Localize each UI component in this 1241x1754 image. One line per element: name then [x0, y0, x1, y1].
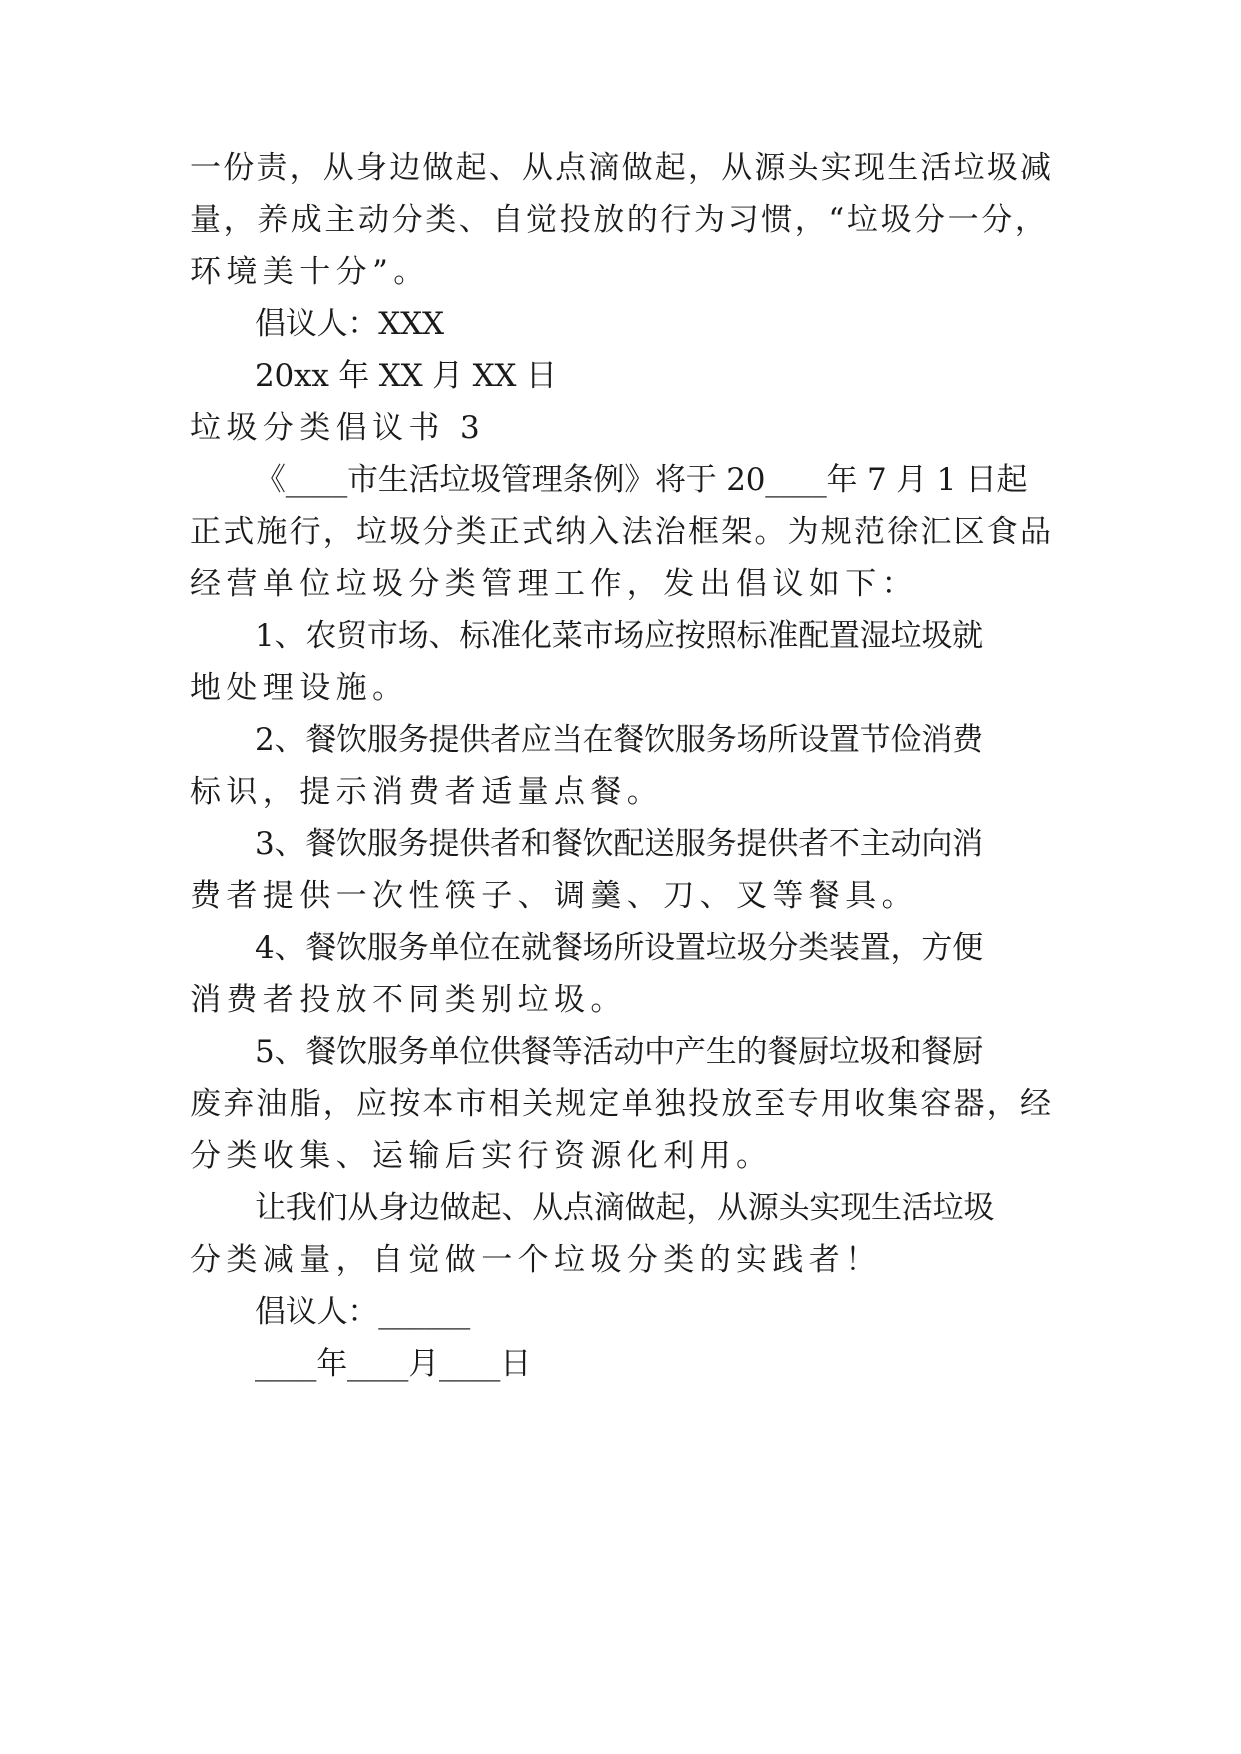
list-item-line: 地处理设施。: [190, 670, 409, 706]
list-item-line: 分类收集、运输后实行资源化利用。: [190, 1138, 773, 1174]
paragraph-line: 量，养成主动分类、自觉投放的行为习惯，“垃圾分一分，: [190, 202, 1049, 238]
date-line: ____年____月____日: [255, 1346, 531, 1382]
date-line: 20xx 年 XX 月 XX 日: [255, 358, 557, 394]
list-item-line: 2、餐饮服务提供者应当在餐饮服务场所设置节俭消费: [255, 722, 983, 758]
signer-line: 倡议人：XXX: [255, 306, 444, 342]
intro-line: 《____市生活垃圾管理条例》将于 20____年 7 月 1 日起: [255, 462, 1028, 498]
signer-line: 倡议人：______: [255, 1294, 470, 1330]
list-item-line: 1、农贸市场、标准化菜市场应按照标准配置湿垃圾就: [255, 618, 983, 654]
closing-line: 让我们从身边做起、从点滴做起，从源头实现生活垃圾: [255, 1190, 995, 1226]
list-item-line: 标识，提示消费者适量点餐。: [190, 774, 664, 810]
list-item-line: 废弃油脂，应按本市相关规定单独投放至专用收集容器，经: [190, 1086, 1054, 1122]
list-item-line: 费者提供一次性筷子、调羹、刀、叉等餐具。: [190, 878, 918, 914]
paragraph-line: 一份责，从身边做起、从点滴做起，从源头实现生活垃圾减: [190, 150, 1054, 186]
intro-line: 经营单位垃圾分类管理工作，发出倡议如下：: [190, 566, 918, 602]
section-title: 垃圾分类倡议书 3: [190, 410, 486, 446]
list-item-line: 消费者投放不同类别垃圾。: [190, 982, 627, 1018]
list-item-line: 4、餐饮服务单位在就餐场所设置垃圾分类装置，方便: [255, 930, 983, 966]
list-item-line: 3、餐饮服务提供者和餐饮配送服务提供者不主动向消: [255, 826, 983, 862]
paragraph-line: 环境美十分”。: [190, 254, 430, 290]
closing-line: 分类减量，自觉做一个垃圾分类的实践者！: [190, 1242, 882, 1278]
list-item-line: 5、餐饮服务单位供餐等活动中产生的餐厨垃圾和餐厨: [255, 1034, 983, 1070]
intro-line: 正式施行，垃圾分类正式纳入法治框架。为规范徐汇区食品: [190, 514, 1054, 550]
